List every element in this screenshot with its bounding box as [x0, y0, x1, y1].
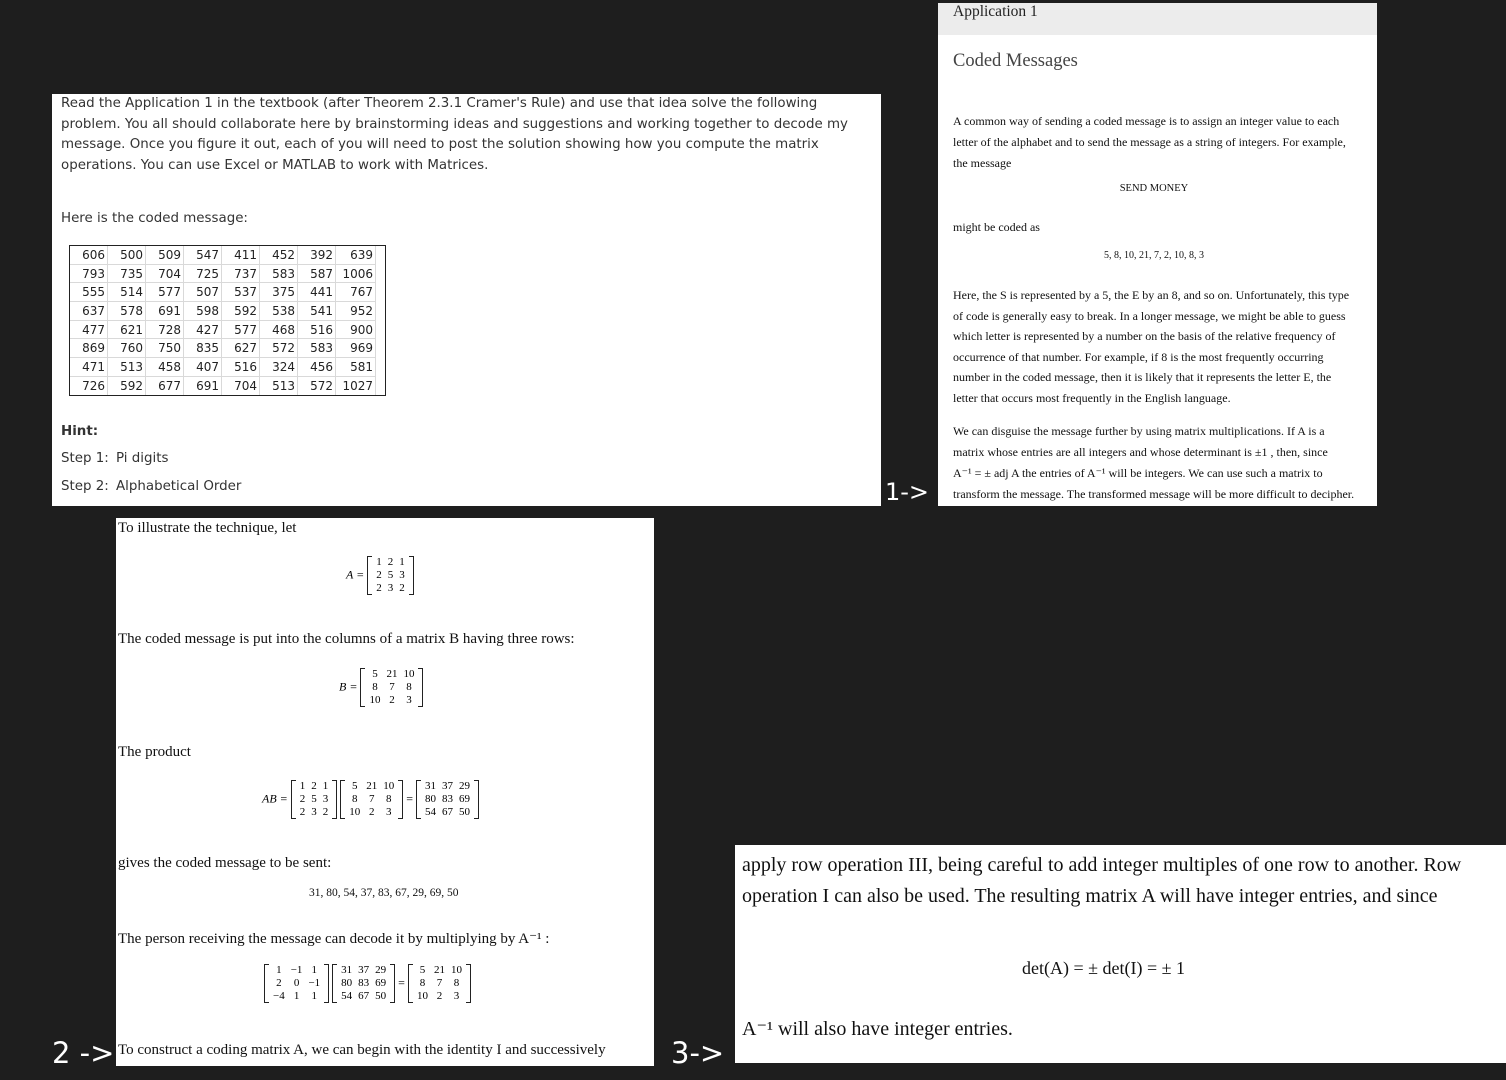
decode-text: The person receiving the message can decode it by multiplying by A⁻¹ :	[118, 931, 550, 947]
sent-numbers: 31, 80, 54, 37, 83, 67, 29, 69, 50	[309, 887, 459, 899]
table-cell: 500	[108, 246, 146, 265]
table-cell: 677	[146, 376, 184, 395]
matrix-entry: 21	[433, 964, 445, 976]
matrix-entry: 2	[276, 977, 282, 989]
matrix-entry: 3	[387, 582, 394, 594]
matrix-entry: 69	[375, 977, 387, 989]
matrix-entry: 83	[442, 793, 454, 805]
matrix-entry: 8	[406, 681, 412, 693]
application-paragraph-1: A common way of sending a coded message is to assign an integer value to each letter of the alphabet and to send the message as a string of integers. For example, the message	[953, 114, 1346, 170]
table-cell: 691	[184, 376, 222, 395]
coded-numbers: 5, 8, 10, 21, 7, 2, 10, 8, 3	[1104, 250, 1204, 261]
matrix-entry: 1	[376, 556, 382, 568]
application-header: Application 1	[953, 3, 1038, 20]
matrix-entry: 80	[341, 977, 353, 989]
table-row	[70, 339, 376, 358]
equals-sign: =	[406, 791, 414, 806]
table-cell: 514	[108, 283, 146, 302]
application-title: Coded Messages	[953, 51, 1078, 71]
matrix-entry: 29	[375, 964, 387, 976]
table-row	[70, 264, 376, 283]
decode-equation	[264, 964, 471, 1003]
matrix-entry: 10	[416, 990, 428, 1002]
matrix-A-copy	[291, 780, 338, 819]
matrix-entry: 2	[322, 806, 329, 818]
illustration-panel	[116, 518, 654, 1066]
product-equation	[262, 780, 479, 819]
table-cell: 637	[70, 302, 108, 321]
table-cell: 952	[336, 302, 376, 321]
table-cell: 441	[298, 283, 336, 302]
matrix-entry: 10	[349, 806, 361, 818]
table-cell: 507	[184, 283, 222, 302]
table-cell: 583	[298, 339, 336, 358]
might-be-coded-text: might be coded as	[953, 220, 1040, 234]
table-cell: 592	[222, 302, 260, 321]
matrix-entry: 8	[386, 793, 392, 805]
matrix-entry: −4	[273, 990, 285, 1002]
table-cell: 427	[184, 320, 222, 339]
matrix-entry: 1	[322, 780, 329, 792]
matrix-entry: 29	[459, 780, 471, 792]
matrix-entry: 83	[358, 977, 370, 989]
table-cell: 737	[222, 264, 260, 283]
table-cell: 750	[146, 339, 184, 358]
row-operation-panel	[735, 845, 1506, 1063]
matrix-entry: 67	[358, 990, 370, 1002]
matrix-A-equation	[346, 556, 414, 595]
application-panel	[938, 3, 1377, 506]
application-paragraph-2: Here, the S is represented by a 5, the E by an 8, and so on. Unfortunately, this type of code is generally easy to break. In a longer message, we might be able to guess which letter is represented by a number on the basis of the relative frequency of occurrence of that number. For example, if 8 is the most frequently occurring number in the coded message, then it is likely that it represents the letter E, the letter that occurs most frequently in the English language.	[953, 288, 1350, 405]
matrix-entry: 2	[399, 582, 405, 594]
matrix-entry: 5	[352, 780, 358, 792]
matrix-entry: 3	[453, 990, 460, 1002]
B-label: B =	[339, 679, 358, 694]
matrix-entry: 2	[369, 806, 375, 818]
arrow-label-1: 1->	[885, 478, 930, 506]
table-cell: 969	[336, 339, 376, 358]
table-cell: 627	[222, 339, 260, 358]
table-cell: 468	[260, 320, 298, 339]
table-cell: 577	[222, 320, 260, 339]
matrix-entry: 69	[459, 793, 471, 805]
table-cell: 639	[336, 246, 376, 265]
table-cell: 704	[222, 376, 260, 395]
matrix-entry: 7	[369, 793, 375, 805]
matrix-entry: 54	[425, 806, 437, 818]
matrix-entry: 8	[352, 793, 358, 805]
matrix-entry: 5	[419, 964, 426, 976]
matrix-entry: 8	[419, 977, 426, 989]
matrix-entry: 8	[372, 681, 378, 693]
table-cell: 587	[298, 264, 336, 283]
table-cell: 516	[222, 358, 260, 377]
table-cell: 726	[70, 376, 108, 395]
table-cell: 477	[70, 320, 108, 339]
matrix-entry: 7	[436, 977, 443, 989]
matrix-entry: 31	[425, 780, 437, 792]
A-label: A =	[346, 567, 365, 582]
matrix-entry: 7	[389, 681, 395, 693]
coded-sent-text: gives the coded message to be sent:	[118, 855, 332, 871]
table-cell: 456	[298, 358, 336, 377]
step2-label: Step 2:	[61, 479, 109, 494]
matrix-A-inverse	[264, 964, 329, 1003]
illustrate-text: To illustrate the technique, let	[118, 520, 297, 536]
matrix-entry: 80	[425, 793, 437, 805]
matrix-entry: 54	[341, 990, 353, 1002]
matrix-A	[367, 556, 414, 595]
coded-message-label: Here is the coded message:	[61, 211, 248, 226]
coded-message-table	[69, 245, 376, 396]
table-row	[70, 358, 376, 377]
matrix-entry: 3	[386, 806, 392, 818]
table-cell: 407	[184, 358, 222, 377]
equals-sign-2: =	[398, 975, 405, 990]
matrix-entry: 1	[299, 780, 306, 792]
table-cell: 704	[146, 264, 184, 283]
matrix-entry: 67	[442, 806, 454, 818]
table-cell: 900	[336, 320, 376, 339]
matrix-B	[360, 668, 423, 707]
table-cell: 513	[108, 358, 146, 377]
table-cell: 537	[222, 283, 260, 302]
matrix-entry: 10	[403, 668, 415, 680]
matrix-entry: 31	[341, 964, 353, 976]
table-cell: 583	[260, 264, 298, 283]
matrix-entry: 3	[406, 694, 412, 706]
table-cell: 581	[336, 358, 376, 377]
matrix-entry: 2	[436, 990, 443, 1002]
matrix-entry: 1	[293, 990, 300, 1002]
matrix-entry: 2	[387, 556, 394, 568]
construct-text: To construct a coding matrix A, we can begin with the identity I and successively	[118, 1042, 606, 1058]
step1-label: Step 1:	[61, 451, 109, 466]
application-paragraph-3a: We can disguise the message further by using matrix multiplications. If A is a matrix whose entries are all integers and whose determinant is ±1 , then, since	[953, 424, 1328, 459]
table-cell: 572	[298, 376, 336, 395]
coded-columns-text: The coded message is put into the columns of a matrix B having three rows:	[118, 631, 575, 647]
arrow-label-3: 3->	[671, 1036, 725, 1070]
table-cell: 1006	[336, 264, 376, 283]
table-cell: 598	[184, 302, 222, 321]
table-cell: 577	[146, 283, 184, 302]
application-paragraph-3b: A⁻¹ = ± adj A the entries of A⁻¹ will be integers. We can use such a matrix to transform the message. The transformed message will be more difficult to decipher.	[953, 466, 1355, 501]
matrix-entry: 8	[453, 977, 460, 989]
table-cell: 621	[108, 320, 146, 339]
table-cell: 735	[108, 264, 146, 283]
matrix-entry: 5	[311, 793, 317, 805]
table-cell: 760	[108, 339, 146, 358]
matrix-entry: 2	[311, 780, 317, 792]
table-cell: 725	[184, 264, 222, 283]
matrix-entry: 50	[459, 806, 471, 818]
table-cell: 375	[260, 283, 298, 302]
table-row	[70, 283, 376, 302]
matrix-entry: 1	[276, 964, 282, 976]
table-cell: 869	[70, 339, 108, 358]
matrix-entry: 2	[376, 569, 382, 581]
step2-text: Alphabetical Order	[116, 479, 242, 494]
matrix-entry: 2	[376, 582, 382, 594]
matrix-entry: 3	[322, 793, 329, 805]
matrix-B-equation	[339, 668, 423, 707]
table-cell: 516	[298, 320, 336, 339]
step1-text: Pi digits	[116, 451, 169, 466]
matrix-entry: 2	[389, 694, 395, 706]
table-row	[70, 302, 376, 321]
matrix-entry: 5	[372, 668, 378, 680]
matrix-entry: 21	[366, 780, 378, 792]
matrix-AB-copy	[332, 964, 395, 1003]
table-cell: 793	[70, 264, 108, 283]
matrix-entry: 10	[369, 694, 381, 706]
product-text: The product	[118, 744, 191, 760]
matrix-entry: 37	[442, 780, 454, 792]
table-cell: 606	[70, 246, 108, 265]
hint-label: Hint:	[61, 424, 99, 439]
table-cell: 458	[146, 358, 184, 377]
matrix-B-copy	[340, 780, 403, 819]
table-cell: 471	[70, 358, 108, 377]
table-row	[70, 320, 376, 339]
matrix-entry: 50	[375, 990, 387, 1002]
table-cell: 572	[260, 339, 298, 358]
matrix-AB	[416, 780, 479, 819]
table-cell: 578	[108, 302, 146, 321]
matrix-entry: −1	[308, 977, 321, 989]
matrix-entry: 10	[450, 964, 462, 976]
table-cell: 555	[70, 283, 108, 302]
row-operation-text: apply row operation III, being careful to add integer multiples of one row to another. Row operation I can also be used. The resulting matrix A will have integer entries, and since	[742, 854, 1462, 907]
matrix-entry: 3	[311, 806, 317, 818]
table-cell: 324	[260, 358, 298, 377]
matrix-entry: 2	[299, 793, 306, 805]
table-cell: 592	[108, 376, 146, 395]
table-cell: 547	[184, 246, 222, 265]
table-cell: 411	[222, 246, 260, 265]
table-row	[70, 246, 376, 265]
arrow-label-2: 2 ->	[52, 1036, 115, 1070]
table-cell: 767	[336, 283, 376, 302]
table-cell: 541	[298, 302, 336, 321]
send-money-message: SEND MONEY	[1119, 183, 1189, 194]
table-cell: 691	[146, 302, 184, 321]
matrix-entry: 1	[311, 990, 318, 1002]
table-cell: 1027	[336, 376, 376, 395]
matrix-entry: 5	[387, 569, 394, 581]
table-cell: 452	[260, 246, 298, 265]
matrix-entry: 0	[293, 977, 300, 989]
matrix-entry: −1	[290, 964, 303, 976]
matrix-entry: 3	[399, 569, 405, 581]
matrix-entry: 1	[399, 556, 405, 568]
AB-label: AB =	[262, 791, 288, 806]
table-cell: 509	[146, 246, 184, 265]
table-cell: 513	[260, 376, 298, 395]
matrix-B-result	[408, 964, 471, 1003]
table-cell: 392	[298, 246, 336, 265]
determinant-equation: det(A) = ± det(I) = ± 1	[1022, 958, 1186, 978]
table-cell: 835	[184, 339, 222, 358]
assignment-intro: Read the Application 1 in the textbook (after Theorem 2.3.1 Cramer's Rule) and use that idea solve the following problem. You all should collaborate here by brainstorming ideas and suggestions and working together to decode my message. Once you figure it out, each of you will need to post the solution showing how you compute the matrix operations. You can use Excel or MATLAB to work with Matrices.	[61, 96, 848, 174]
table-cell: 538	[260, 302, 298, 321]
assignment-panel	[52, 94, 881, 506]
matrix-entry: 37	[358, 964, 370, 976]
table-cell: 728	[146, 320, 184, 339]
matrix-entry: 2	[299, 806, 306, 818]
matrix-entry: 1	[311, 964, 318, 976]
table-row	[70, 376, 376, 395]
matrix-entry: 21	[386, 668, 398, 680]
inverse-integer-text: A⁻¹ will also have integer entries.	[742, 1018, 1013, 1040]
matrix-entry: 10	[383, 780, 395, 792]
